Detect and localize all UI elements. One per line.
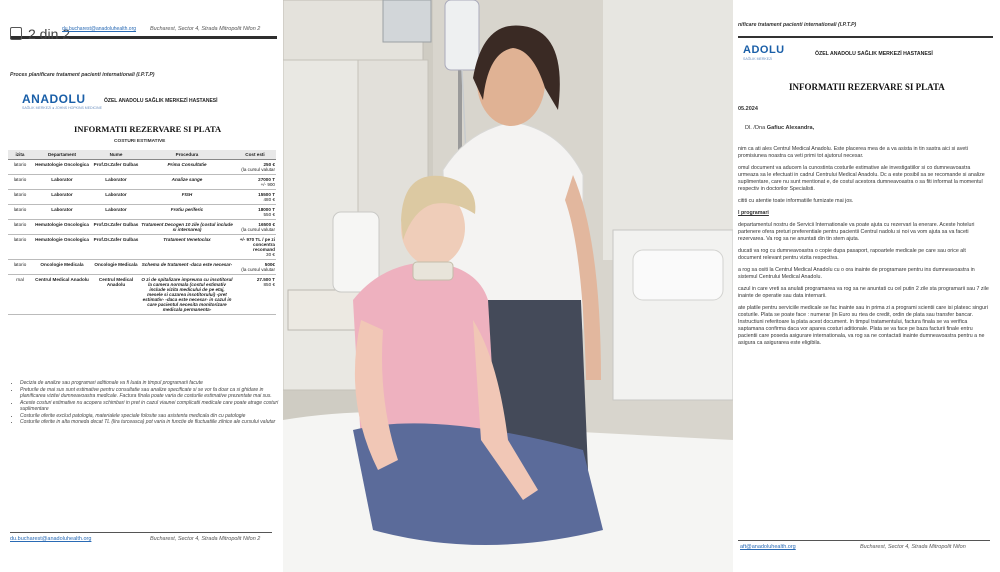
department-cell-text: Hematologie Oncologica	[35, 162, 89, 167]
paragraph: omul document va aducem la cunostinta costurile estimative ale investigatiilor si co dumneavoastra urmeaza sa le efectuati in cadrul Centrului Medical Anadolu. Dc a este posibil sa se recomande si analize suplimentare, care nu sunt mentionat e, de costul acestora dumneavoastra o sa fiti informat la momentul respectiv in doctorilor Specialisti.	[738, 164, 985, 192]
note-item: • Costurile oferite exclud patologia, materialele speciale folosite sau asistenta medicala din cu patologie	[20, 413, 282, 420]
row-code-text: latorio	[13, 222, 27, 227]
col-header: Cost esti	[234, 150, 276, 160]
doctor-cell	[92, 205, 140, 220]
procedure-cell	[140, 205, 234, 220]
doctor-cell	[92, 275, 140, 315]
cost-cell	[234, 260, 276, 275]
paragraph: cititi cu atentie toate informatiile furnizate mai jos.	[738, 197, 854, 204]
doctor-cell	[92, 220, 140, 235]
row-code-text: latorio	[13, 177, 27, 182]
cost-cell-text: 18000 T	[258, 207, 275, 212]
col-header: Departament	[32, 150, 92, 160]
department-cell	[32, 235, 92, 260]
row-code	[8, 205, 32, 220]
procedure-cell	[140, 260, 234, 275]
procedure-cell	[140, 160, 234, 175]
address-bottom-right: Bucharest, Sector 4, Strada Mitropolit Nifon	[860, 544, 966, 550]
procedure-cell-text: Prima Consultatie	[167, 162, 207, 167]
doctor-cell-text: Prof.Dr.Zafer Gulbas	[93, 162, 139, 167]
department-cell-text: Laborator	[51, 207, 73, 212]
costs-header-row	[8, 150, 276, 160]
doctor-cell-text: Prof.Dr.Zafer Gulbas	[93, 222, 139, 227]
department-cell-text: Hematologie Oncologica	[35, 222, 89, 227]
note-item: • Costurile oferite in alta moneda decat TL (lira turceasca) pot varia in functie de fluctuatiile zilnice ale cursului valutar	[20, 419, 282, 426]
cost-cell	[234, 275, 276, 315]
address-top: Bucharest, Sector 4, Strada Mitropolit Nifon 2	[150, 26, 261, 32]
procedure-cell-text: Tratament Venetoclax	[163, 237, 211, 242]
cost-cell-text: 15500 T	[258, 192, 275, 197]
department-cell-text: Hematologie Oncologica	[35, 237, 89, 242]
department-cell	[32, 220, 92, 235]
costs-table	[8, 150, 276, 315]
row-code-text: latorio	[13, 192, 27, 197]
paragraph: nim ca ati ales Centrul Medical Anadolu. Este placerea mea de a va asista in tin sastra aici si aveti promisiunea noastra ca veti primi tot ajutorul necesar.	[738, 146, 968, 159]
hospital-photo	[283, 0, 733, 572]
patient-name: Gafiuc Alexandra,	[766, 125, 815, 131]
cost-cell-text: 500€	[264, 262, 275, 267]
procedure-cell-text: Schema de tratament -daca este necesar-	[141, 262, 233, 267]
section-heading: l programari	[738, 209, 769, 216]
note-item: • Aceste costuri estimative nu acopera schimbari in pret in cazul viaunei complicatii medicale care poate atrage costuri suplimentare	[20, 400, 282, 413]
doctor-cell-text: Oncologie Medicala	[94, 262, 138, 267]
cost-note: 550 €	[263, 212, 275, 217]
row-code-text: latorio	[13, 162, 27, 167]
department-cell-text: Centrul Medical Anadolu	[35, 277, 89, 282]
greeting-prefix: Dl. /Dna	[745, 125, 767, 131]
page-checkbox-icon	[10, 27, 22, 40]
row-code	[8, 220, 32, 235]
table-row	[8, 220, 276, 235]
procedure-cell-text: Tratament Decogen 10 zile (costul include si internarea)	[141, 222, 233, 232]
cost-cell-text: +/- 970 TL / pe zi concentra recomand	[239, 237, 275, 252]
email-top[interactable]: du.bucharest@anadoluhealth.org	[62, 26, 137, 32]
doctor-cell-text: Laborator	[105, 177, 127, 182]
table-row	[8, 260, 276, 275]
col-header: Procedura	[140, 150, 234, 160]
department-cell-text: Laborator	[51, 192, 73, 197]
cost-cell-text: 250 €	[263, 162, 275, 167]
footer-rule	[10, 532, 272, 533]
cost-note: (la cursul valutar	[241, 267, 275, 272]
cost-cell-text: 16500 €	[258, 222, 275, 227]
row-code-text: rnal	[16, 277, 24, 282]
procedure-cell	[140, 235, 234, 260]
doctor-cell-text: Laborator	[105, 207, 127, 212]
email-bottom[interactable]: du.bucharest@anadoluhealth.org	[10, 536, 92, 542]
cost-cell	[234, 175, 276, 190]
cost-note: 850 €	[263, 282, 275, 287]
doctor-cell	[92, 235, 140, 260]
logo-subtitle-right: SAĞLIK MERKEZİ	[743, 57, 773, 61]
doctor-cell-text: Centrul Medical Anadolu	[98, 277, 134, 287]
cost-cell	[234, 220, 276, 235]
row-code-text: latorio	[13, 207, 27, 212]
col-header: izita	[8, 150, 32, 160]
department-cell	[32, 190, 92, 205]
address-bottom: Bucharest, Sector 4, Strada Mitropolit Nifon 2	[150, 536, 261, 542]
department-cell	[32, 175, 92, 190]
note-item: • Decizia de analize sau programari aditionale va fi luata in timpul programarii facute	[20, 380, 282, 387]
paragraph: cazul in care vreti sa anulati programarea va rog sa ne anuntati cu cel putin 2 zile sta programarii sau 7 zile inainte de operatie sau data internarii.	[738, 285, 989, 299]
document-title-right: INFORMATII REZERVARE SI PLATA	[789, 82, 945, 92]
left-document	[0, 0, 283, 572]
note-item: • Preturile de mai sus sunt estimative pentru consultatie sau analize specificate si se vor fa doar ca si ghidare in planificarea vizitei dumneavoastra medicale. Factura finala poate varia de costurile estimative prezentate mai sus.	[20, 387, 282, 400]
row-code-text: latorio	[13, 262, 27, 267]
cost-note: 480 €	[263, 197, 275, 202]
document-title: INFORMATII REZERVARE SI PLATA	[74, 124, 222, 134]
cost-cell	[234, 160, 276, 175]
process-title-right: nificare tratament pacienti internationali (I.P.T.P)	[738, 22, 857, 28]
paragraph: a rog sa ositi la Centrul Medical Anadolu cu o ora inainte de programare pentru ins dumneavoastra in sistemul Centrului Medical Anadolu.	[738, 266, 975, 280]
photo-illustration	[283, 0, 733, 572]
greeting	[745, 125, 814, 132]
cost-cell	[234, 205, 276, 220]
logo-subtitle: SAĞLIK MERKEZİ ● JOHNS HOPKINS MEDICINE	[22, 106, 102, 110]
cost-cell-text: 27000 T	[258, 177, 275, 182]
procedure-cell-text: FISH	[181, 192, 193, 197]
cost-note: 30 €	[266, 252, 275, 257]
notes-list	[10, 380, 282, 426]
right-body	[738, 146, 990, 352]
paragraph: ducati va rog cu dumneavoastra o copie dupa pasaport, rapoartele medicale pe care sau orice alt document relevant pentru vizita respectiva.	[738, 247, 966, 261]
table-row	[8, 235, 276, 260]
row-code	[8, 275, 32, 315]
row-code	[8, 160, 32, 175]
procedure-cell-text: Analize sange	[171, 177, 203, 182]
procedure-cell	[140, 190, 234, 205]
table-row	[8, 175, 276, 190]
hospital-name-right: ÖZEL ANADOLU SAĞLIK MERKEZİ HASTANESİ	[815, 51, 933, 57]
doctor-cell-text: Prof.Dr.Zafer Gulbas	[93, 237, 139, 242]
table-row	[8, 275, 276, 315]
table-row	[8, 205, 276, 220]
procedure-cell	[140, 275, 234, 315]
department-cell	[32, 205, 92, 220]
cost-note: (la cursul valutar	[241, 167, 275, 172]
header-rule-right	[738, 36, 993, 38]
costs-subtitle: COSTURI ESTIMATIVE	[114, 139, 166, 144]
cost-cell	[234, 190, 276, 205]
anadolu-logo-right: ADOLU	[743, 44, 785, 56]
procedure-cell-text: Frotiu periferic	[170, 207, 204, 212]
department-cell	[32, 275, 92, 315]
procedure-cell	[140, 220, 234, 235]
row-code	[8, 175, 32, 190]
doctor-cell-text: Laborator	[105, 192, 127, 197]
col-header: Nume	[92, 150, 140, 160]
procedure-cell-text: O zi de spitalizare impreuna cu insotitorul la camera normala (costul estimativ include vizita medicului de pe etaj, mesele si cazarea insotitorului) -pret estimativ- -daca este necesar- in cazul in care pacientul necesita monitorizare medicala permanenta-	[141, 277, 233, 312]
doctor-cell	[92, 260, 140, 275]
doctor-cell	[92, 175, 140, 190]
department-cell-text: Oncologie Medicala	[40, 262, 84, 267]
department-cell-text: Laborator	[51, 177, 73, 182]
table-row	[8, 190, 276, 205]
department-cell	[32, 160, 92, 175]
row-code	[8, 190, 32, 205]
cost-cell	[234, 235, 276, 260]
department-cell	[32, 260, 92, 275]
footer-rule-right	[738, 540, 990, 541]
page-counter-label: 2 din 2	[28, 26, 71, 42]
paragraph: ate platile pentru serviciile medicale se fac inainte sau in prima zi a programi scientii care isi platesc singuri costurile. Plata se poate face : numerar (in Euro su rtea de credit, ordin de plata sau transfer bancar. Instructiuni referitoare la plata acest document. In timpul tratamentului, factura finala se va verifica saptamana confirma daca vor aparea costuri aditionale. Plata se va face pe baza facturii finale entru pacientii care poseda asigurare internationala, va rog sa ne contactati inainte dumneavoastra pentru a ne asigura ca asigurarea este eligibila.	[738, 304, 988, 346]
row-code	[8, 260, 32, 275]
doctor-cell	[92, 160, 140, 175]
anadolu-logo: ANADOLU	[22, 92, 86, 106]
doctor-cell	[92, 190, 140, 205]
process-title: Proces planificare tratament pacienti internationali (I.P.T.P)	[10, 72, 155, 78]
cost-cell-text: 27.500 T	[256, 277, 275, 282]
row-code-text: latorio	[13, 237, 27, 242]
hospital-name: ÖZEL ANADOLU SAĞLIK MERKEZİ HASTANESİ	[104, 98, 218, 104]
row-code	[8, 235, 32, 260]
procedure-cell	[140, 175, 234, 190]
table-row	[8, 160, 276, 175]
email-bottom-right[interactable]: aft@anadoluhealth.org	[740, 544, 796, 550]
cost-note: (la cursul valutar	[241, 227, 275, 232]
document-date: 05.2024	[738, 106, 758, 112]
paragraph: departamentul nostru de Servicii Internationale va poate ajuta cu rezervari la enerare. Aceste hoteluri partenere ofera preturi preferentiale pentru pacientii Centrul nadolu si noi va vom ajuta sa va faceti rezervarea. Va rog sa ne anuntati din tin stem ajuta.	[738, 221, 975, 242]
cost-note: +/- 900	[260, 182, 275, 187]
